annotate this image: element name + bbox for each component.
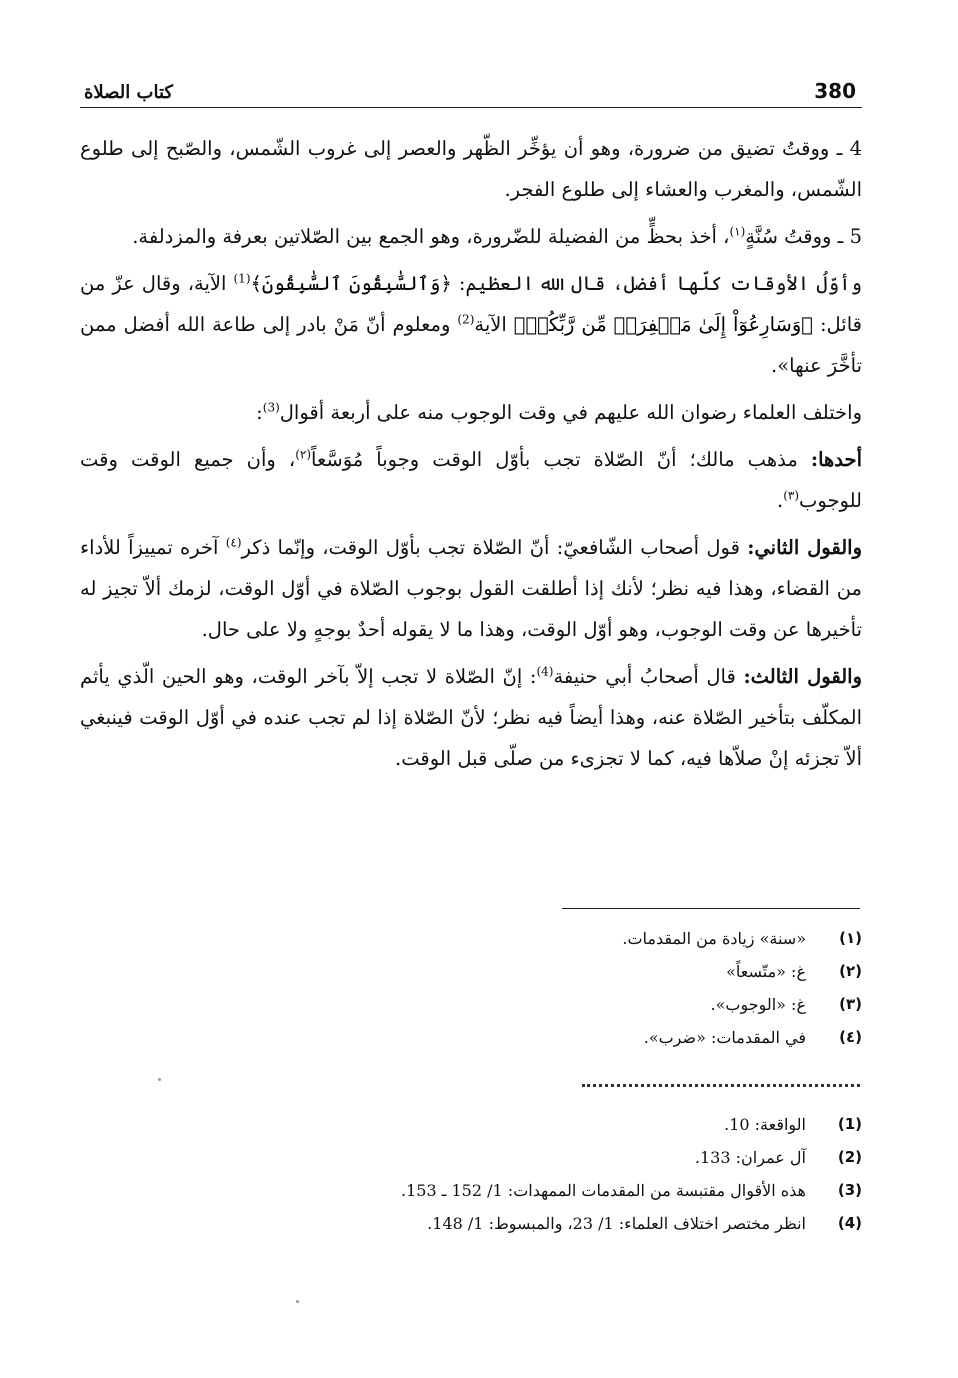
quran-quote: ﴿وَٱلسَّٰبِقُونَ ٱلسَّٰبِقُونَ﴾ <box>250 272 452 295</box>
footnote-dotted-divider <box>582 1084 860 1087</box>
footnote-number: (1) <box>837 1115 862 1133</box>
footnote-ref: (1) <box>233 271 251 286</box>
paragraph-lead: والقول الثاني: <box>747 536 862 559</box>
paragraph-text: الآية، وقال عزّ من قائل: <box>80 272 862 336</box>
running-title: كتاب الصلاة <box>84 82 173 103</box>
main-text <box>80 128 862 785</box>
footnote-item <box>80 1174 862 1207</box>
footnote-text: غ: «الوجوب». <box>710 995 806 1014</box>
page-header <box>80 68 862 108</box>
quran-quote: ﴿وَسَارِعُوٓاْ إِلَىٰ مَغۡفِرَةٖ مِّن رَّبِّكُمۡ﴾ <box>513 313 813 336</box>
footnote-number: (١) <box>839 929 862 947</box>
source-footnotes <box>80 1108 862 1240</box>
footnote-item <box>80 1141 862 1174</box>
paragraph-lead: والقول الثالث: <box>743 665 862 688</box>
paragraph <box>80 439 862 521</box>
footnote-text: في المقدمات: «ضرب». <box>643 1028 806 1047</box>
paragraph-text: واختلف العلماء رضوان الله عليهم في وقت الوجوب منه على أربعة أقوال <box>279 401 862 424</box>
paragraph-text: قال أصحابُ أبي حنيفة <box>553 665 744 688</box>
paragraph <box>80 216 862 257</box>
paragraph-text: الآية <box>474 313 514 336</box>
footnote-number: (2) <box>837 1148 862 1166</box>
footnote-number: (٤) <box>839 1028 862 1046</box>
footnote-number: (3) <box>837 1181 862 1199</box>
footnote-item <box>80 1207 862 1240</box>
paragraph-text: ومعلوم أنّ مَنْ بادر إلى طاعة الله أفضل ممن تأخَّرَ عنها». <box>80 313 862 377</box>
footnote-item <box>80 1108 862 1141</box>
footnote-text: انظر مختصر اختلاف العلماء: 1/ 23، والمبسوط: 1/ 148. <box>427 1214 806 1233</box>
footnote-item <box>80 1021 862 1054</box>
footnote-number: (٣) <box>839 995 862 1013</box>
footnote-text: هذه الأقوال مقتبسة من المقدمات الممهدات: 1/ 152 ـ 153. <box>401 1181 806 1200</box>
footnote-ref: (٤) <box>225 535 242 550</box>
footnote-item <box>80 922 862 955</box>
footnote-number: (٢) <box>839 962 862 980</box>
paragraph-text: مذهب مالك؛ أنّ الصّلاة تجب بأوّل الوقت وجوباً مُوَسَّعاً <box>311 448 811 471</box>
paragraph-text: قول أصحاب الشّافعيّ: أنّ الصّلاة تجب بأوّل الوقت، وإنّما ذكر <box>241 536 748 559</box>
paragraph-text: وأوّلُ الأوقات كلّها أفضل، قال الله العظيم: <box>451 272 862 295</box>
paragraph <box>80 263 862 386</box>
paragraph-lead: أحدها: <box>810 448 863 471</box>
footnote-item <box>80 955 862 988</box>
paragraph-text: 5 ـ ووقتُ سُنَّةٍ <box>745 225 862 248</box>
paragraph-text: ، وأن جميع الوقت وقت للوجوب <box>80 448 862 512</box>
variant-footnotes <box>80 922 862 1054</box>
paragraph-text: : <box>256 401 263 424</box>
paragraph-text: ، أخذ بحظٍّ من الفضيلة للضّرورة، وهو الجمع بين الصّلاتين بعرفة والمزدلفة. <box>132 225 730 248</box>
footnote-ref: (4) <box>536 664 554 679</box>
scan-speck <box>158 1078 161 1081</box>
footnote-ref: (٣) <box>783 488 800 503</box>
paragraph-text: 4 ـ ووقتُ تضيق من ضرورة، وهو أن يؤخِّر الظّهر والعصر إلى غروب الشّمس، والصّبح إلى طلوع الشّمس، والمغرب والعشاء إلى طلوع الفجر. <box>80 137 862 201</box>
paragraph <box>80 128 862 210</box>
footnote-text: آل عمران: 133. <box>694 1148 806 1167</box>
paragraph <box>80 527 862 650</box>
paragraph <box>80 392 862 433</box>
paragraph-text: . <box>777 489 784 512</box>
footnote-number: (4) <box>837 1214 862 1232</box>
footnote-text: غ: «متّسعاً» <box>726 962 806 981</box>
scan-speck <box>296 1300 299 1303</box>
page-number: 380 <box>814 79 856 103</box>
footnote-ref: (3) <box>262 400 280 415</box>
footnote-item <box>80 988 862 1021</box>
footnote-ref: (2) <box>457 312 475 327</box>
paragraph <box>80 656 862 779</box>
footnote-ref: (١) <box>729 224 746 239</box>
paragraph-text: آخره تمييزاً للأداء من القضاء، وهذا فيه نظر؛ لأنك إذا أطلقت القول بوجوب الصّلاة في أوّل الوقت، لزمك ألاّ تجيز له تأخيرها عن وقت الوجوب، وهو أوّل الوقت، وهذا ما لا يقوله أحدٌ بوجهٍ ولا على حال. <box>80 536 862 641</box>
footnote-divider <box>562 908 860 909</box>
footnote-text: الواقعة: 10. <box>724 1115 806 1134</box>
footnote-text: «سنة» زيادة من المقدمات. <box>622 929 806 948</box>
paragraph-text: : إنّ الصّلاة لا تجب إلاّ بآخر الوقت، وهو الحين الّذي يأثم المكلّف بتأخير الصّلاة عنه، وهذا أيضاً فيه نظر؛ لأنّ الصّلاة إذا لم تجب عنده في أوّل الوقت فينبغي ألاّ تجزئه إنْ صلاّها فيه، كما لا تجزىء من صلّى قبل الوقت. <box>80 665 862 770</box>
footnote-ref: (٢) <box>295 447 312 462</box>
